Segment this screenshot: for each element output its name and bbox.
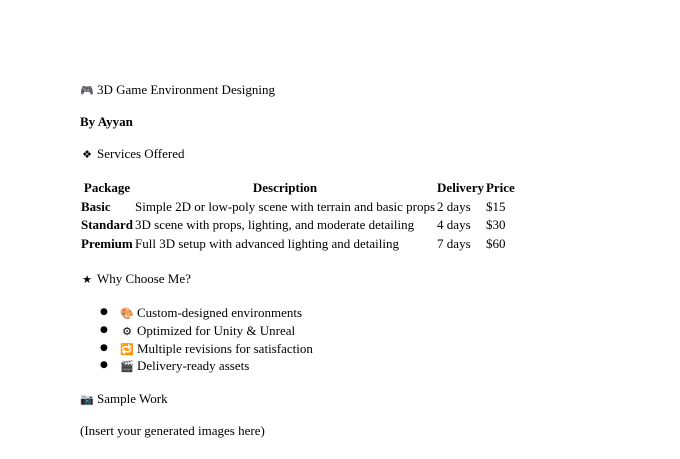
author-line: By Ayyan	[80, 114, 133, 129]
list-item	[80, 304, 313, 322]
package-price: $30	[485, 217, 506, 232]
clapper-board-icon: 🎬	[120, 360, 134, 374]
feature-text: Optimized for Unity & Unreal	[137, 322, 296, 338]
feature-text: Delivery-ready assets	[137, 358, 250, 374]
sample-heading-text: Sample Work	[97, 391, 168, 406]
feature-text: Custom-designed environments	[137, 305, 303, 320]
camera-icon: 📷	[80, 393, 94, 406]
gear-icon: ⚙	[122, 324, 132, 338]
services-heading	[80, 146, 184, 163]
document-page	[80, 0, 660, 459]
list-item	[80, 340, 313, 358]
column-header-package: Package	[83, 180, 131, 195]
game-controller-icon: 🎮	[80, 84, 94, 97]
package-description: Full 3D setup with advanced lighting and detailing	[135, 235, 399, 251]
services-table	[80, 179, 516, 253]
list-item	[80, 322, 313, 340]
diamond-icon: ❖	[82, 148, 92, 161]
table-row	[80, 235, 516, 254]
package-delivery: 2 days	[437, 198, 471, 214]
page-title: 3D Game Environment Designing	[97, 82, 275, 97]
package-name: Standard	[81, 217, 134, 232]
column-header-delivery: Delivery	[437, 180, 484, 195]
repeat-icon: 🔁	[120, 342, 134, 356]
bullet-icon: ●	[100, 360, 108, 371]
package-description: Simple 2D or low-poly scene with terrain and basic props	[135, 198, 436, 214]
package-description: 3D scene with props, lighting, and moderate detailing	[135, 217, 415, 232]
package-delivery: 7 days	[437, 235, 471, 251]
features-list	[80, 304, 313, 375]
table-row	[80, 216, 516, 235]
package-price: $60	[485, 235, 506, 251]
title-line	[80, 82, 275, 99]
package-delivery: 4 days	[437, 217, 471, 232]
feature-text: Multiple revisions for satisfaction	[137, 340, 313, 356]
list-item	[80, 357, 313, 375]
table-header-row	[80, 179, 516, 198]
sample-note: (Insert your generated images here)	[80, 423, 265, 438]
table-row	[80, 198, 516, 217]
why-heading-text: Why Choose Me?	[97, 271, 191, 286]
bullet-icon: ●	[100, 307, 108, 317]
services-heading-text: Services Offered	[97, 146, 185, 161]
package-name: Basic	[81, 198, 111, 214]
why-heading	[80, 271, 191, 288]
column-header-description: Description	[252, 180, 318, 195]
column-header-price: Price	[485, 180, 515, 195]
sample-heading	[80, 391, 168, 408]
palette-icon: 🎨	[120, 307, 134, 320]
package-price: $15	[485, 198, 506, 214]
package-name: Premium	[81, 235, 133, 251]
bullet-icon: ●	[100, 342, 108, 353]
star-icon: ★	[82, 273, 92, 286]
bullet-icon: ●	[100, 324, 108, 335]
